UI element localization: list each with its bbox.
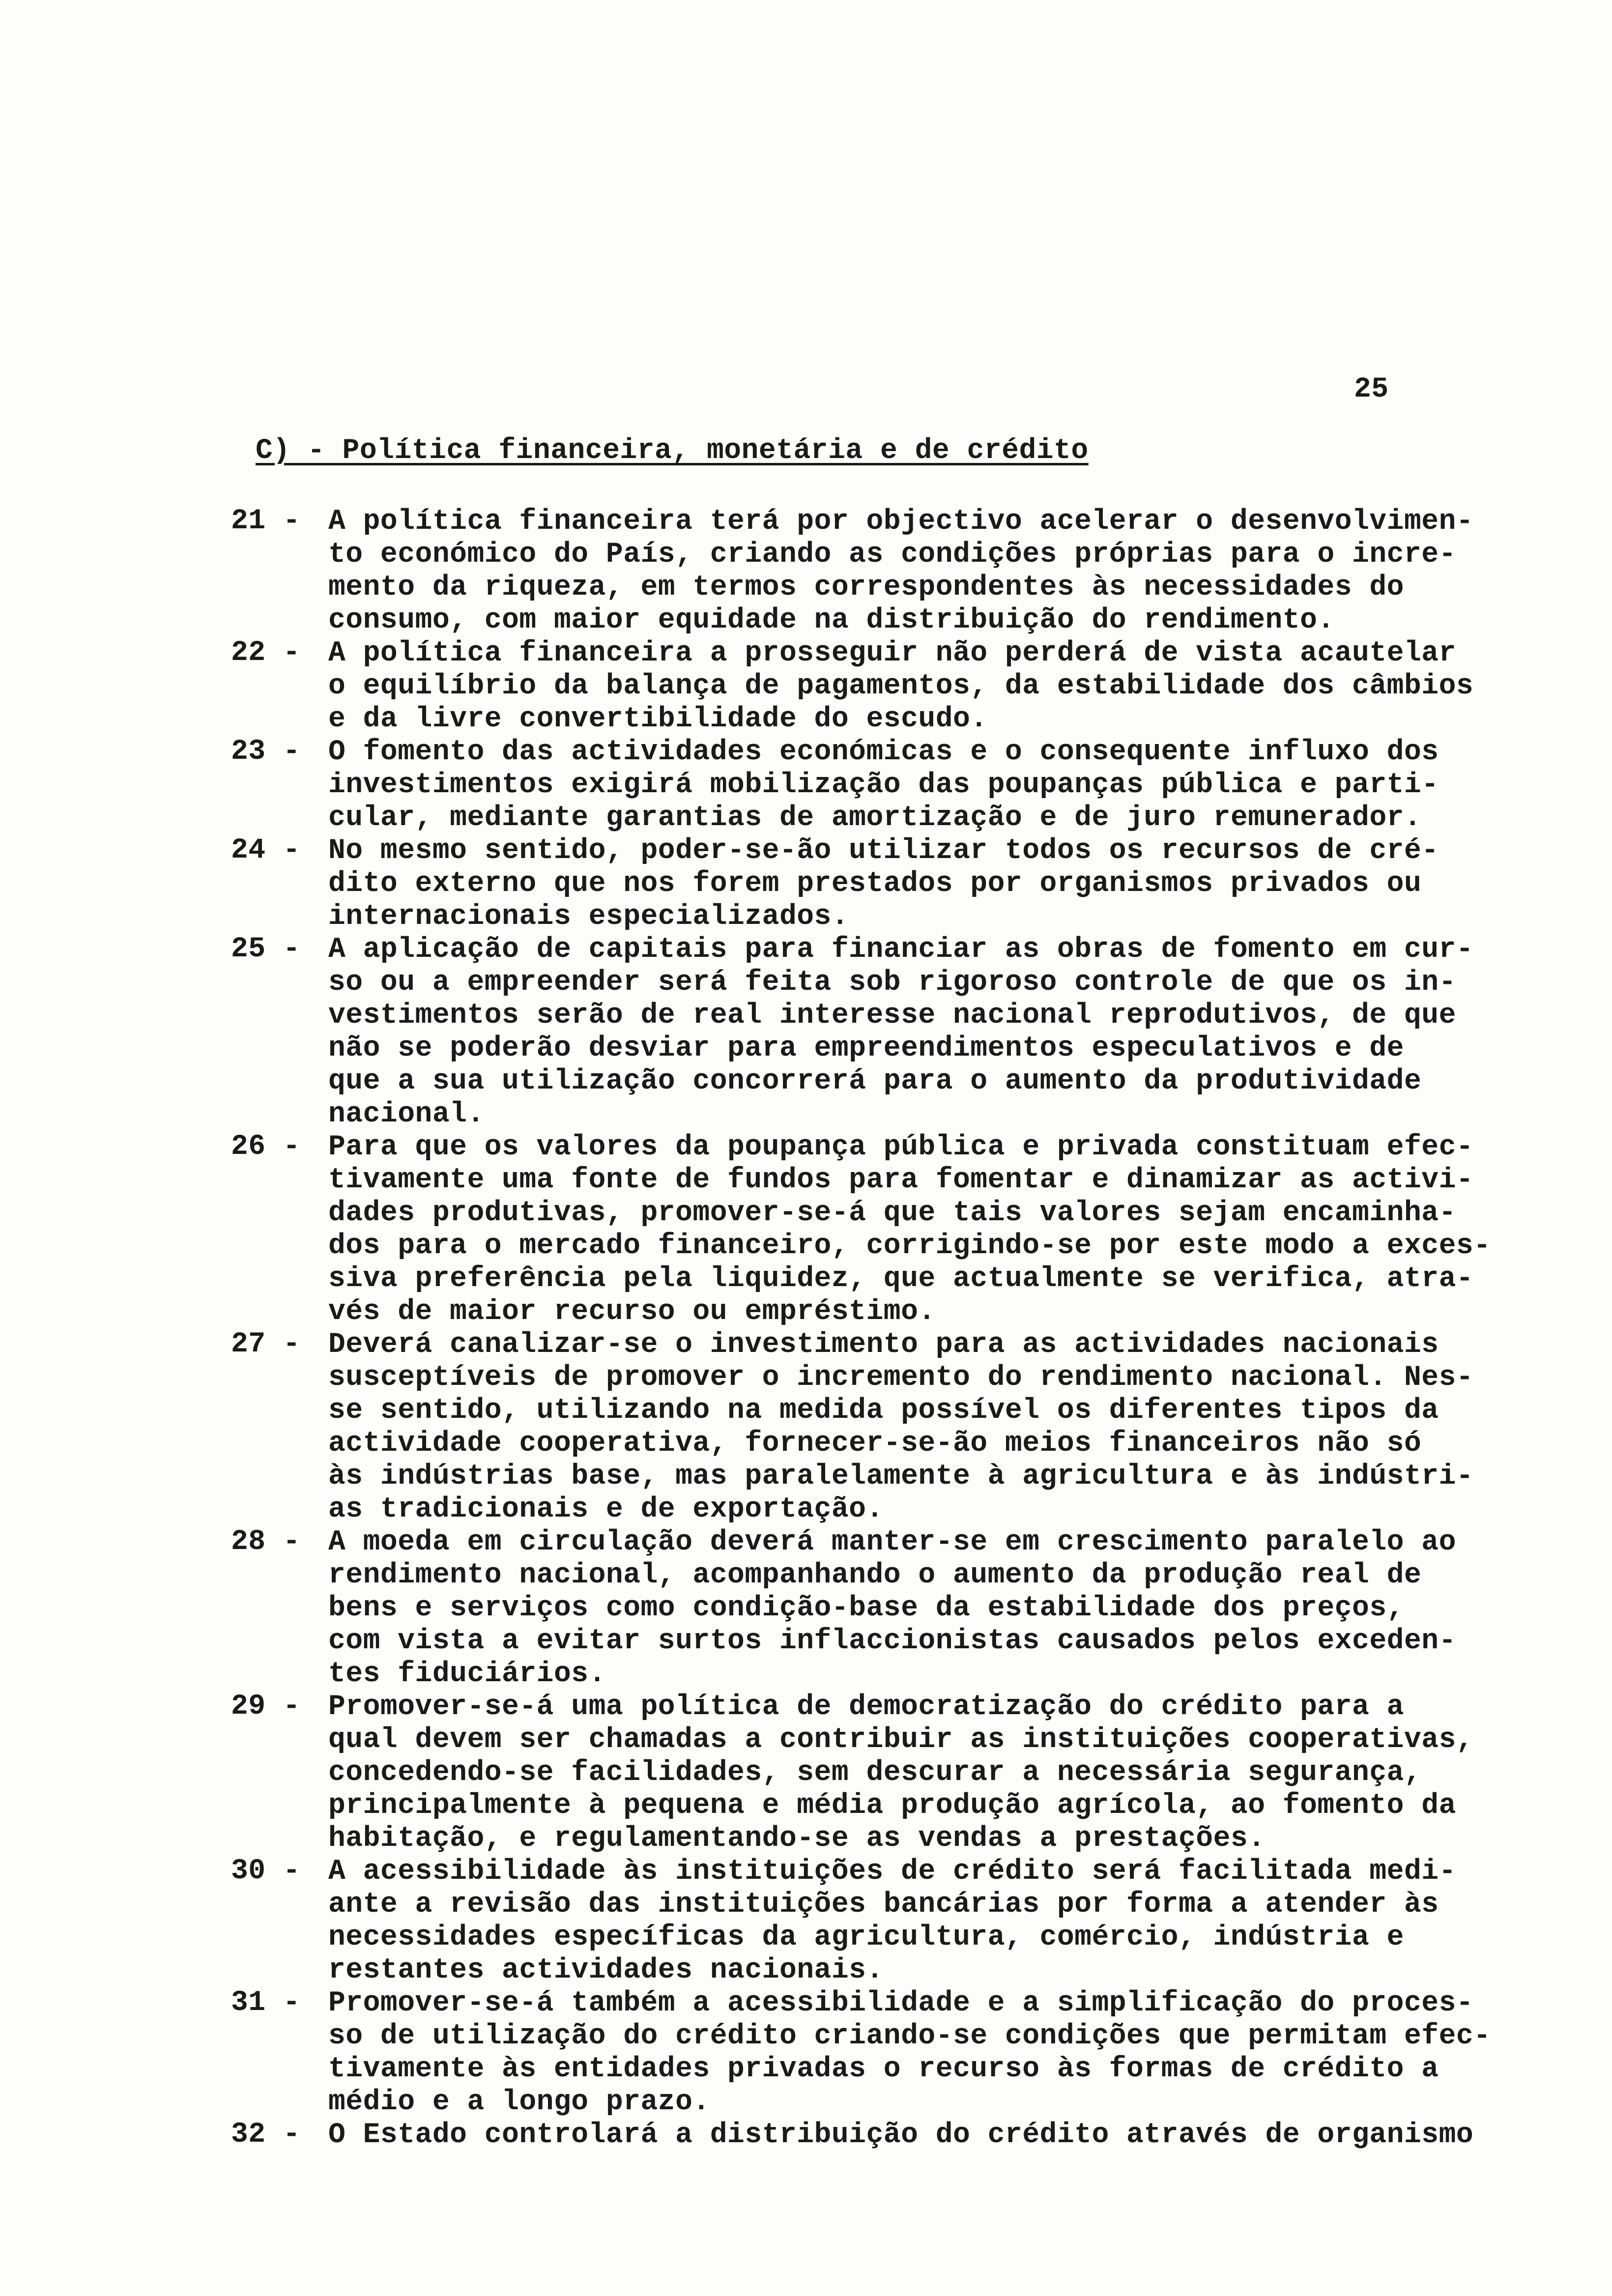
paragraph-line: A acessibilidade às instituições de crédito será facilitada medi- [328,1856,1456,1888]
paragraph-line: nacional. [328,1098,485,1130]
paragraph-line: Deverá canalizar-se o investimento para as actividades nacionais [328,1329,1439,1361]
paragraph-line: bens e serviços como condição-base da estabilidade dos preços, [328,1592,1404,1624]
paragraph-line: O fomento das actividades económicas e o consequente influxo dos [328,736,1439,768]
paragraph-line: actividade cooperativa, fornecer-se-ão meios financeiros não só [328,1428,1422,1460]
numbered-paragraph [0,933,1612,1131]
paragraph-line: cular, mediante garantias de amortização e de juro remunerador. [328,802,1422,834]
paragraph-line: qual devem ser chamadas a contribuir as instituições cooperativas, [328,1724,1474,1756]
paragraph-line: e da livre convertibilidade do escudo. [328,703,988,735]
paragraph-line: vestimentos serão de real interesse nacional reprodutivos, de que [328,1000,1456,1032]
paragraph-number: 30 - [231,1855,301,1887]
numbered-paragraph [0,2119,1612,2152]
numbered-paragraph [0,1691,1612,1855]
paragraph-line: A política financeira a prosseguir não perderá de vista acautelar [328,637,1456,669]
paragraph-line: tivamente às entidades privadas o recurso às formas de crédito a [328,2053,1439,2085]
paragraph-line: tivamente uma fonte de fundos para fomentar e dinamizar as activi- [328,1164,1474,1196]
numbered-paragraph [0,736,1612,834]
paragraph-line: consumo, com maior equidade na distribuição do rendimento. [328,604,1335,636]
paragraph-line: A moeda em circulação deverá manter-se em crescimento paralelo ao [328,1526,1456,1558]
paragraph-number: 29 - [231,1691,301,1722]
paragraph-line: restantes actividades nacionais. [328,1954,884,1986]
paragraph-line: as tradicionais e de exportação. [328,1493,884,1525]
paragraph-line: ante a revisão das instituições bancárias por forma a atender às [328,1889,1439,1921]
numbered-paragraph [0,1987,1612,2119]
paragraph-line: que a sua utilização concorrerá para o aumento da produtividade [328,1065,1422,1097]
paragraph-number: 23 - [231,736,301,768]
paragraph-number: 28 - [231,1526,301,1558]
numbered-paragraph [0,1131,1612,1328]
numbered-paragraph [0,834,1612,933]
numbered-paragraph [0,1328,1612,1526]
paragraph-line: A política financeira terá por objectivo acelerar o desenvolvimen- [328,506,1474,538]
paragraph-line: o equilíbrio da balança de pagamentos, da estabilidade dos câmbios [328,670,1474,702]
section-heading: C) - Política financeira, monetária e de crédito [256,435,1089,467]
paragraph-line: mento da riqueza, em termos correspondentes às necessidades do [328,572,1404,603]
paragraph-line: dades produtivas, promover-se-á que tais valores sejam encaminha- [328,1197,1456,1229]
paragraph-line: necessidades específicas da agricultura, comércio, indústria e [328,1922,1404,1953]
paragraph-number: 32 - [231,2119,301,2151]
paragraph-line: so de utilização do crédito criando-se condições que permitam efec- [328,2020,1491,2052]
paragraph-number: 27 - [231,1328,301,1360]
paragraph-line: Para que os valores da poupança pública e privada constituam efec- [328,1131,1474,1163]
paragraph-line: susceptíveis de promover o incremento do rendimento nacional. Nes- [328,1362,1474,1394]
paragraph-number: 31 - [231,1987,301,2019]
paragraph-line: não se poderão desviar para empreendimentos especulativos e de [328,1033,1404,1064]
paragraph-line: com vista a evitar surtos inflaccionistas causados pelos exceden- [328,1625,1456,1657]
paragraph-number: 21 - [231,505,301,537]
numbered-paragraph [0,1855,1612,1987]
paragraph-line: rendimento nacional, acompanhando o aumento da produção real de [328,1559,1422,1591]
numbered-paragraph [0,637,1612,736]
paragraph-number: 26 - [231,1131,301,1163]
paragraph-line: so ou a empreender será feita sob rigoroso controle de que os in- [328,967,1456,999]
numbered-paragraph [0,1526,1612,1691]
numbered-paragraph [0,505,1612,637]
paragraph-line: Promover-se-á uma política de democratização do crédito para a [328,1691,1404,1723]
paragraph-line: internacionais especializados. [328,901,849,933]
numbered-paragraphs [0,505,1612,2152]
paragraph-line: A aplicação de capitais para financiar as obras de fomento em cur- [328,934,1474,966]
paragraph-line: tes fiduciários. [328,1658,606,1690]
paragraph-line: às indústrias base, mas paralelamente à agricultura e às indústri- [328,1461,1474,1492]
page-number: 25 [1354,373,1389,405]
paragraph-line: siva preferência pela liquidez, que actualmente se verifica, atra- [328,1263,1474,1295]
paragraph-line: O Estado controlará a distribuição do crédito através de organismo [328,2119,1474,2151]
paragraph-line: No mesmo sentido, poder-se-ão utilizar todos os recursos de cré- [328,835,1439,867]
paragraph-line: dito externo que nos forem prestados por organismos privados ou [328,868,1422,900]
paragraph-line: investimentos exigirá mobilização das poupanças pública e parti- [328,769,1439,801]
paragraph-line: vés de maior recurso ou empréstimo. [328,1296,936,1328]
paragraph-line: Promover-se-á também a acessibilidade e a simplificação do proces- [328,1987,1474,2019]
paragraph-line: principalmente à pequena e média produção agrícola, ao fomento da [328,1790,1456,1822]
paragraph-number: 25 - [231,933,301,965]
paragraph-line: concedendo-se facilidades, sem descurar a necessária segurança, [328,1757,1422,1789]
paragraph-line: habitação, e regulamentando-se as vendas a prestações. [328,1823,1266,1855]
paragraph-line: dos para o mercado financeiro, corrigindo-se por este modo a exces- [328,1230,1491,1262]
paragraph-line: médio e a longo prazo. [328,2086,710,2118]
paragraph-number: 24 - [231,834,301,866]
paragraph-line: to económico do País, criando as condições próprias para o incre- [328,539,1456,571]
paragraph-line: se sentido, utilizando na medida possível os diferentes tipos da [328,1395,1439,1427]
paragraph-number: 22 - [231,637,301,669]
